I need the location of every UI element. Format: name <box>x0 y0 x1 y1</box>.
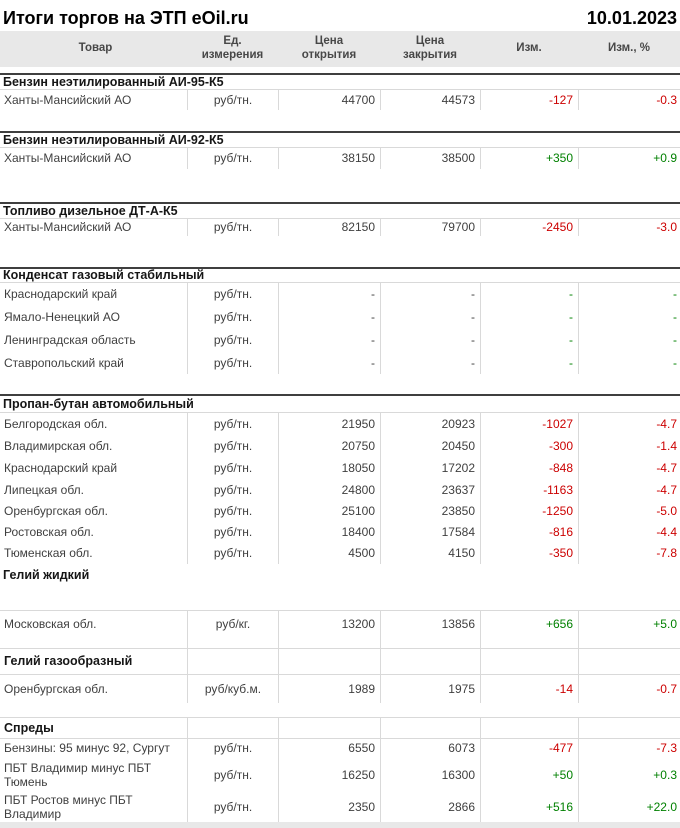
product-cell: ПБТ Ростов минус ПБТ Владимир <box>4 792 133 821</box>
close-price-cell: 79700 <box>380 219 480 236</box>
spacer-row <box>0 110 680 131</box>
open-price-cell: 25100 <box>278 501 380 522</box>
table-header-row <box>0 31 680 67</box>
col-header-open-price: Цена открытия <box>301 35 357 61</box>
change-percent-cell: -4.7 <box>578 457 680 479</box>
unit-cell: руб/тн. <box>187 758 278 792</box>
change-percent-cell: -0.3 <box>578 90 680 110</box>
section-header-cell <box>480 718 578 738</box>
section-header-row <box>0 564 680 586</box>
spacer-cell <box>578 638 680 648</box>
section-title: Топливо дизельное ДТ-А-К5 <box>3 204 178 218</box>
table-row <box>0 148 680 169</box>
unit-cell: руб/тн. <box>187 148 278 169</box>
close-price-cell: 16300 <box>380 758 480 792</box>
close-price-cell: 6073 <box>380 739 480 758</box>
section-header-row <box>0 717 680 739</box>
table-row <box>0 758 680 792</box>
change-cell: -2450 <box>480 219 578 236</box>
product-cell: Липецкая обл. <box>4 482 84 497</box>
close-price-cell: 2866 <box>380 792 480 822</box>
product-cell: Ханты-Мансийский АО <box>4 92 132 107</box>
change-cell: - <box>480 352 578 374</box>
close-price-cell: 17202 <box>380 457 480 479</box>
table-row <box>0 675 680 703</box>
change-percent-cell: - <box>578 306 680 329</box>
change-percent-cell: -4.4 <box>578 522 680 543</box>
change-percent-cell: +0.3 <box>578 758 680 792</box>
open-price-cell: - <box>278 283 380 306</box>
open-price-cell: 44700 <box>278 90 380 110</box>
table-row <box>0 522 680 543</box>
product-cell: Краснодарский край <box>4 460 118 475</box>
section-header-cell <box>480 649 578 674</box>
unit-cell: руб/тн. <box>187 739 278 758</box>
change-cell: +516 <box>480 792 578 822</box>
open-price-cell: 38150 <box>278 148 380 169</box>
change-cell: -127 <box>480 90 578 110</box>
change-percent-cell: - <box>578 283 680 306</box>
section-title: Бензин неэтилированный АИ-95-К5 <box>3 75 224 89</box>
change-cell: - <box>480 283 578 306</box>
unit-cell: руб/тн. <box>187 329 278 352</box>
section-header-row <box>0 648 680 675</box>
page-title: Итоги торгов на ЭТП eOil.ru <box>3 8 249 28</box>
spacer-cell <box>278 638 380 648</box>
unit-cell: руб/тн. <box>187 90 278 110</box>
change-percent-cell: -3.0 <box>578 219 680 236</box>
change-cell: -1027 <box>480 413 578 435</box>
unit-cell: руб/тн. <box>187 522 278 543</box>
unit-cell: руб/тн. <box>187 435 278 457</box>
section-title: Бензин неэтилированный АИ-92-К5 <box>3 133 224 147</box>
change-percent-cell: -4.7 <box>578 413 680 435</box>
col-header-product: Товар <box>78 42 113 55</box>
section-title: Пропан-бутан автомобильный <box>3 396 194 411</box>
table-row <box>0 352 680 374</box>
col-header-close-price: Цена закрытия <box>403 35 457 61</box>
product-cell: Оренбургская обл. <box>4 504 108 519</box>
product-cell: Ленинградская область <box>4 333 136 348</box>
product-cell: Ханты-Мансийский АО <box>4 151 132 166</box>
close-price-cell: 13856 <box>380 611 480 638</box>
section-header-cell <box>187 718 278 738</box>
spacer-row <box>0 586 680 610</box>
change-cell: -1163 <box>480 479 578 501</box>
table-row <box>0 457 680 479</box>
product-cell: Владимирская обл. <box>4 438 113 453</box>
title-bar <box>0 0 680 31</box>
product-cell: Ямало-Ненецкий АО <box>4 310 120 325</box>
unit-cell: руб/тн. <box>187 543 278 564</box>
section-header-cell <box>380 718 480 738</box>
section-header-cell <box>380 649 480 674</box>
open-price-cell: 1989 <box>278 675 380 703</box>
open-price-cell: 24800 <box>278 479 380 501</box>
open-price-cell: 6550 <box>278 739 380 758</box>
report-table <box>0 67 680 828</box>
product-cell: Ставропольский край <box>4 355 124 370</box>
unit-cell: руб/тн. <box>187 219 278 236</box>
close-price-cell: 23637 <box>380 479 480 501</box>
section-header-row <box>0 202 680 219</box>
product-cell: Краснодарский край <box>4 287 118 302</box>
unit-cell: руб/тн. <box>187 501 278 522</box>
section-title: Спреды <box>4 720 54 735</box>
change-percent-cell: -5.0 <box>578 501 680 522</box>
change-cell: -816 <box>480 522 578 543</box>
change-cell: -350 <box>480 543 578 564</box>
close-price-cell: 23850 <box>380 501 480 522</box>
section-header-cell <box>578 649 680 674</box>
open-price-cell: - <box>278 306 380 329</box>
change-cell: +50 <box>480 758 578 792</box>
product-cell: ПБТ Владимир минус ПБТ Тюмень <box>4 760 152 789</box>
close-price-cell: 1975 <box>380 675 480 703</box>
table-row <box>0 501 680 522</box>
table-footer-strip <box>0 822 680 828</box>
close-price-cell: 17584 <box>380 522 480 543</box>
change-percent-cell: - <box>578 352 680 374</box>
spacer-row <box>0 638 680 648</box>
unit-cell: руб/тн. <box>187 457 278 479</box>
unit-cell: руб/кг. <box>187 611 278 638</box>
product-cell: Тюменская обл. <box>4 546 93 561</box>
change-percent-cell: +0.9 <box>578 148 680 169</box>
product-cell: Московская обл. <box>4 617 97 632</box>
section-header-row <box>0 73 680 90</box>
change-cell: -477 <box>480 739 578 758</box>
open-price-cell: 4500 <box>278 543 380 564</box>
open-price-cell: 2350 <box>278 792 380 822</box>
unit-cell: руб/тн. <box>187 283 278 306</box>
change-cell: -300 <box>480 435 578 457</box>
change-percent-cell: -0.7 <box>578 675 680 703</box>
table-row <box>0 543 680 564</box>
change-percent-cell: -7.8 <box>578 543 680 564</box>
open-price-cell: 18400 <box>278 522 380 543</box>
close-price-cell: 20450 <box>380 435 480 457</box>
change-cell: -14 <box>480 675 578 703</box>
table-row <box>0 610 680 638</box>
open-price-cell: 16250 <box>278 758 380 792</box>
unit-cell: руб/тн. <box>187 413 278 435</box>
table-row <box>0 329 680 352</box>
change-percent-cell: -1.4 <box>578 435 680 457</box>
unit-cell: руб/тн. <box>187 792 278 822</box>
close-price-cell: - <box>380 329 480 352</box>
spacer-cell <box>380 638 480 648</box>
table-row <box>0 306 680 329</box>
product-cell: Белгородская обл. <box>4 416 108 431</box>
spacer-row <box>0 236 680 267</box>
table-row <box>0 413 680 435</box>
change-percent-cell: - <box>578 329 680 352</box>
table-row <box>0 739 680 758</box>
table-row <box>0 283 680 306</box>
section-header-row <box>0 131 680 148</box>
unit-cell: руб/тн. <box>187 479 278 501</box>
close-price-cell: - <box>380 352 480 374</box>
close-price-cell: - <box>380 283 480 306</box>
table-row <box>0 219 680 236</box>
spacer-row <box>0 169 680 202</box>
open-price-cell: 13200 <box>278 611 380 638</box>
spacer-row <box>0 703 680 717</box>
section-header-cell <box>278 718 380 738</box>
close-price-cell: - <box>380 306 480 329</box>
open-price-cell: - <box>278 329 380 352</box>
product-cell: Оренбургская обл. <box>4 681 108 696</box>
product-cell: Бензины: 95 минус 92, Сургут <box>4 741 170 756</box>
change-percent-cell: -4.7 <box>578 479 680 501</box>
section-header-cell <box>187 649 278 674</box>
change-cell: -848 <box>480 457 578 479</box>
section-title: Гелий жидкий <box>3 567 90 582</box>
change-cell: - <box>480 306 578 329</box>
section-title: Гелий газообразный <box>4 654 133 668</box>
spacer-cell <box>480 638 578 648</box>
close-price-cell: 38500 <box>380 148 480 169</box>
change-percent-cell: +22.0 <box>578 792 680 822</box>
section-header-cell <box>278 649 380 674</box>
open-price-cell: 18050 <box>278 457 380 479</box>
table-row <box>0 90 680 110</box>
open-price-cell: 82150 <box>278 219 380 236</box>
close-price-cell: 20923 <box>380 413 480 435</box>
change-percent-cell: +5.0 <box>578 611 680 638</box>
table-row <box>0 435 680 457</box>
close-price-cell: 44573 <box>380 90 480 110</box>
open-price-cell: 21950 <box>278 413 380 435</box>
unit-cell: руб/тн. <box>187 306 278 329</box>
spacer-cell <box>187 638 278 648</box>
section-header-row <box>0 394 680 413</box>
table-row <box>0 479 680 501</box>
unit-cell: руб/тн. <box>187 352 278 374</box>
change-cell: +656 <box>480 611 578 638</box>
section-header-cell <box>578 718 680 738</box>
spacer-cell <box>0 638 187 648</box>
unit-cell: руб/куб.м. <box>187 675 278 703</box>
spacer-row <box>0 374 680 394</box>
report-date: 10.01.2023 <box>586 8 677 28</box>
col-header-change: Изм. <box>516 42 542 55</box>
open-price-cell: 20750 <box>278 435 380 457</box>
col-header-unit: Ед. измерения <box>201 35 264 61</box>
section-header-row <box>0 267 680 283</box>
change-percent-cell: -7.3 <box>578 739 680 758</box>
product-cell: Ханты-Мансийский АО <box>4 220 132 235</box>
change-cell: -1250 <box>480 501 578 522</box>
open-price-cell: - <box>278 352 380 374</box>
col-header-change-percent: Изм., % <box>607 42 650 55</box>
close-price-cell: 4150 <box>380 543 480 564</box>
table-row <box>0 792 680 822</box>
section-title: Конденсат газовый стабильный <box>3 269 205 282</box>
product-cell: Ростовская обл. <box>4 525 94 540</box>
change-cell: - <box>480 329 578 352</box>
change-cell: +350 <box>480 148 578 169</box>
